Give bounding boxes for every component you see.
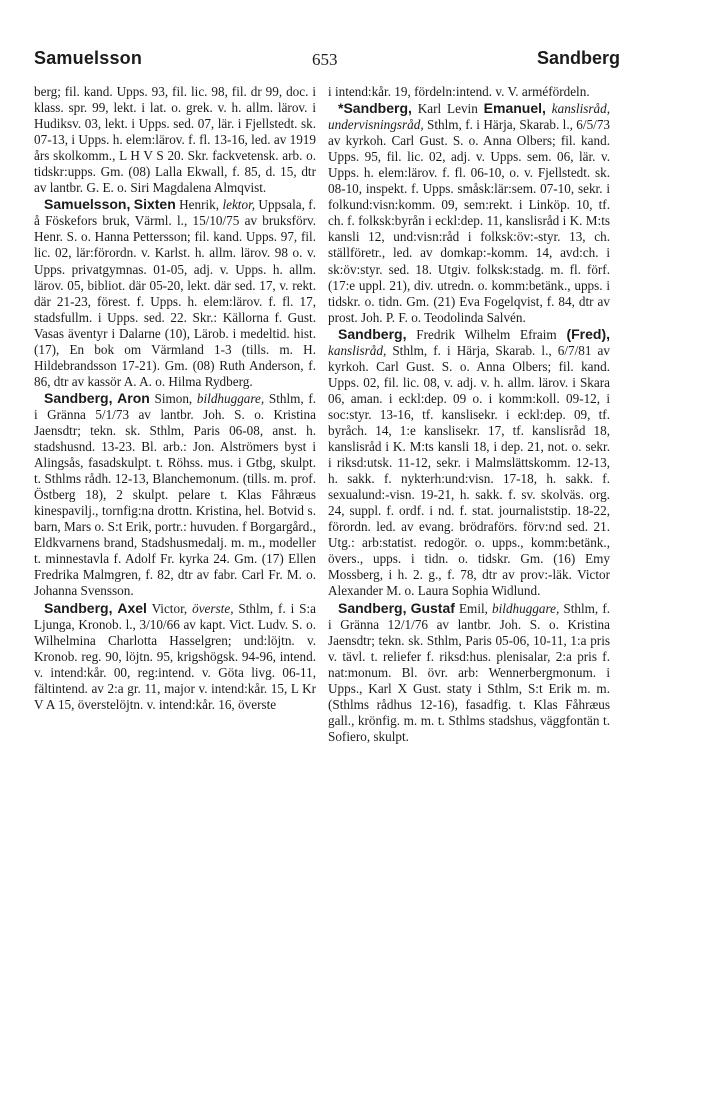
entry-other-names: Simon,: [154, 390, 193, 406]
entry-occupation: överste,: [192, 600, 234, 616]
left-column: [34, 84, 316, 713]
entry-surname: Sandberg,: [44, 599, 113, 616]
entry-called-name: (Fred),: [566, 325, 611, 342]
entry-continuation: i intend:kår. 19, fördeln:intend. v. V. arméfördeln.: [328, 84, 590, 99]
entry-aron-sandberg: [34, 390, 316, 600]
entry-other-names: Emil,: [459, 600, 488, 616]
entry-text: Sthlm, f. i Härja, Skarab. l., 6/7/81 av kyrkoh. Carl Gust. S. o. Anna Olbers; fil. kand. Upps. 02, fil. lic. 08, v. adj. v. h. allm. lärov. i Skara 06, aman. i eckl:dep. 09 o. i komm:koll. 09-12, i soc:styr. 13-16, tf. kanslisekr. i eckl:dep. 09, tf. byråch. 14, 1:e kanslisekr. 17, tf. kanslisråd 18, kanslisråd i K. M:ts kansli 18, i dep. 21, not. o. sekr. i riksd:utsk. 11-12, sekr. i Malmslättskomm. 12-13, h. sakk. f. nykterh:und:visn. 17-18, h. sakk. f. sexualund:-visn. 19-21, h. sakk. f. sv. skolväs. org. 24, suppl. f. ordf. i nd. f. stat. journaliststip. 18-22, förordn. led. av evang. brödraförs. förv:nd sed. 21. Utg.: arb:statist. redogör. o. upps., komm:betänk., övers., upps. i tidn. o. tidskr. Gm. (16) Emy Mossberg, i h. 2. g., f. 78, dtr av prov:-läk. Victor Alexander M. o. Laura Sophia Widlund.: [328, 342, 611, 599]
entry-given-name: Gustaf: [410, 599, 455, 616]
entry-surname: Samuelsson,: [44, 196, 131, 213]
entry-fred-sandberg: [328, 326, 610, 600]
entry-occupation: lektor,: [222, 197, 256, 213]
entry-occupation: kanslisråd,: [328, 342, 387, 358]
entry-occupation: kanslisråd, undervisningsråd,: [328, 101, 610, 133]
entry-text: Sthlm, f. i Gränna 5/1/73 av lantbr. Joh. S. o. Kristina Jaensdtr; tekn. sk. Sthlm, Paris 06-08, anst. h. stadshusnd. 13-23. Bl. arb.: Jon. Alströmers byst i Alingsås, fasadskulpt. t. Röhss. mus. i Gtbg, skulpt. t. Sthlms rådh. 12-13, Blanchemonum. (tills. m. prof. Östberg 18), 2 skulpt. pelare t. Klas Fåhræus kinespavilj., tornfig:na drottn. Kristina, hel. Botvid s. barn, Mars o. S:t Erik, portr.: huvuden. f Borgargård., Eldkvarnens brand, Stadshusmedalj. m. m., modeller t. minnestavla f. Adolf Fr. kyrka 24. Gm. (17) Ellen Fredrika Malmgren, f. 82, dtr av fabr. Carl Fr. M. o. Johanna Svensson.: [34, 390, 317, 599]
page-number: 653: [312, 50, 338, 69]
entry-called-name: Emanuel,: [483, 100, 546, 117]
running-head-right: Sandberg: [536, 48, 620, 68]
entry-text: Sthlm, f. i S:a Ljunga, Kronob. l., 3/10/66 av kapt. Vict. Ludv. S. o. Wilhelmina Charlotta Hasselgren; und:löjtn. v. Kronob. reg. 90, löjtn. 95, krigshögsk. 94-96, intend. v. intend:kår. 00, reg:intend. v. Göta livg. 06-11, fältintend. av 2:a gr. 11, major v. intend:kår. 15, L Kr V A 15, överstelöjtn. v. intend:kår. 16, överste: [34, 600, 317, 712]
entry-given-name: Axel: [117, 599, 147, 616]
right-column: [328, 84, 610, 745]
entry-axel-sandberg: [34, 600, 316, 713]
entry-text: Uppsala, f. å Föskefors bruk, Värml. l., 15/10/75 av bruksförv. Henr. S. o. Hanna Pettersson; fil. kand. Upps. 97, fil. lic. 02, lär:förordn. v. Karlst. h. allm. lärov. 98 o. v. Upps. privatgymnas. 01-05, adj. v. Upps. h. allm. lärov. 05, bibliot. där 05-20, lekt. där sed. 17, v. rekt. där 21-23, förest. f. Upps. h. elem:lärov. f. fl. 17, stadsfullm. i Upps. sed. 22. Skr.: Källorna f. Gust. Vasas äventyr i Dalarne (10), Lärob. i medeltid. hist. (17), En bok om Värmland 1-3 (tills. m. H. Hildebrandsson 17-21). Gm. (08) Ruth Anderson, f. 86, dtr av kassör A. A. o. Hilma Rydberg.: [34, 197, 316, 389]
running-head-left: Samuelsson: [34, 48, 143, 68]
entry-sixten-samuelsson: [34, 196, 316, 390]
entry-mark: *: [338, 100, 344, 117]
entry-occupation: bildhuggare,: [196, 390, 265, 406]
entry-surname: Sandberg,: [338, 325, 407, 342]
entry-given-name: Sixten: [133, 196, 176, 213]
entry-surname: Sandberg,: [338, 599, 407, 616]
entry-surname: Sandberg,: [44, 389, 113, 406]
entry-continuation: berg; fil. kand. Upps. 93, fil. lic. 98, fil. dr 99, doc. i klass. spr. 99, lekt. i lat. o. grek. v. h. allm. lärov. i Hudiksv. 03, lekt. i Upps. sed. 07, lär. i Fjellstedt. sk. 07-13, i Upps. h. elem:lärov. f. fl. 13-16, led. av 1919 års skolkomm., L H V S 20. Skr. fackvetensk. arb. o. tidskr:upps. Gm. (08) Lalla Ekwall, f. 85, d. 15, dtr av lantbr. G. E. o. Siri Magdalena Almqvist.: [34, 84, 316, 196]
entry-given-names: Karl Levin: [417, 101, 478, 117]
entry-given-name: Aron: [117, 389, 150, 406]
entry-given-names: Fredrik Wilhelm Efraim: [416, 326, 557, 342]
entry-surname: Sandberg,: [343, 100, 412, 117]
entry-gustaf-sandberg: [328, 600, 610, 745]
entry-text: Sthlm, f. i Gränna 12/1/76 av lantbr. Joh. S. o. Kristina Jaensdtr; tekn. sk. Sthlm, Paris 05-06, 10-11, 1:a pris v. tävl. t. reliefer f. riksd:hus. plenisalar, 2:a pris f. nat:monum. Bl. övr. arb: Wennerbergmonum. i Upps., Karl X Gust. staty i Sthlm, S:t Erik m. m. (Sthlms rådhus 12-16), fasadfig. t. Klas Fåhræus gall., krönfig. m. m. t. Sthlms stadshus, väggfontän t. Sofiero, skulpt.: [328, 600, 611, 744]
entry-other-names: Victor,: [151, 600, 188, 616]
entry-text: Sthlm, f. i Härja, Skarab. l., 6/5/73 av kyrkoh. Carl Gust. S. o. Anna Olbers; fil. kand. Upps. 95, fil. lic. 02, adj. v. Upps. sem. 06, lär. v. Upps. h. elem:lärov. f. fl. 06-10, o. v. Fjellstedt. sk. 08-10, inspekt. f. Upps. småsk:lär:sem. 07-10, sekr. i folkund:visn:komm. 09, sem:rekt. i Linköp. 10, tf. ch. f. folksk:byrån i eckl:dep. 11, kanslisråd i K. M:ts kansli 12, und:visn:råd i folksk:öv:-styr. 13, ch. ställföretr., led. av domkap:-komm. 14, avd:ch. i sk:öv:styr. sed. 18. Utgiv. folksk:stadg. m. fl. förf. (17:e uppl. 21), div. utredn. o. komm:betänk., upps. i tidskr. o. tidn. Gm. (21) Eva Fogelqvist, f. 84, dtr av prost. Joh. P. F. o. Teodolinda Salvén.: [328, 117, 611, 325]
entry-occupation: bildhuggare,: [492, 600, 560, 616]
entry-other-names: Henrik,: [179, 197, 220, 213]
entry-emanuel-sandberg: [328, 100, 610, 326]
